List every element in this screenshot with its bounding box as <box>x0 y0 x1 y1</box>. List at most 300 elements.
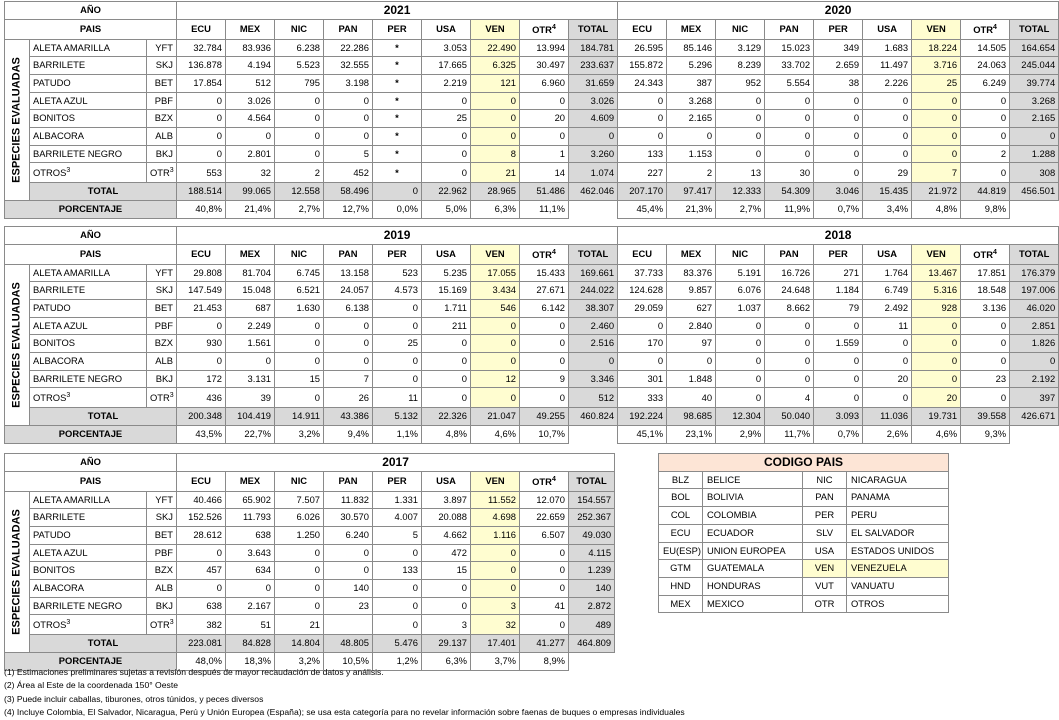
catch-value-cell: 0 <box>373 370 422 388</box>
species-name-text: ALETA AZUL <box>33 319 88 331</box>
country-header <box>716 19 765 39</box>
catch-value-cell: 0 <box>520 615 569 635</box>
catch-value-cell: 227 <box>618 163 667 183</box>
catch-value-cell: 6.325 <box>471 57 520 75</box>
catch-value-cell: 33.702 <box>765 57 814 75</box>
species-code <box>147 580 177 598</box>
catch-value-cell: 155.872 <box>618 57 667 75</box>
row-total-cell: 46.020 <box>1010 299 1059 317</box>
species-name-text: ALETA AZUL <box>33 546 88 558</box>
species-name-text: ALBACORA <box>33 582 85 594</box>
catch-value-cell: 3.643 <box>226 544 275 562</box>
catch-value-cell: 37.733 <box>618 264 667 282</box>
country-header <box>814 244 863 264</box>
catch-value-cell: 0 <box>373 544 422 562</box>
footnote-marker: 3 <box>66 167 71 175</box>
species-code <box>147 615 177 635</box>
catch-value-cell: 0 <box>177 110 226 128</box>
percent-value-cell: 21,3% <box>667 200 716 218</box>
species-name-text: PATUDO <box>33 301 71 313</box>
species-name <box>30 388 147 408</box>
catch-value-cell: 5.316 <box>912 282 961 300</box>
catch-value-cell: 0 <box>716 353 765 371</box>
country-header <box>471 244 520 264</box>
country-code-cell: ECU <box>659 524 703 542</box>
species-row <box>5 335 1059 353</box>
species-row <box>5 264 1059 282</box>
species-row <box>5 145 1059 163</box>
catch-value-cell: 0 <box>177 128 226 146</box>
catch-value-cell: 0 <box>912 370 961 388</box>
catch-value-cell: 0 <box>716 110 765 128</box>
species-code <box>147 526 177 544</box>
total-column-header: TOTAL <box>569 19 618 39</box>
catch-value-cell: 0 <box>912 128 961 146</box>
country-code: NIC <box>732 22 749 34</box>
catch-value-cell: 0 <box>961 388 1010 408</box>
total-row <box>5 635 615 653</box>
catch-value-cell: 3.434 <box>471 282 520 300</box>
species-name <box>30 491 147 509</box>
catch-value-cell: 6.138 <box>324 299 373 317</box>
country-header <box>520 471 569 491</box>
catch-value-cell: 22.286 <box>324 39 373 57</box>
catch-value-cell: 2.167 <box>226 597 275 615</box>
catch-value-cell: 83.936 <box>226 39 275 57</box>
catch-value-cell: 1.711 <box>422 299 471 317</box>
country-header <box>863 19 912 39</box>
year-heading: 2017 <box>177 454 615 472</box>
catch-value-cell <box>324 615 373 635</box>
catch-value-cell: 3.129 <box>716 39 765 57</box>
species-row <box>5 92 1059 110</box>
country-header <box>226 19 275 39</box>
catch-value-cell: 0 <box>471 92 520 110</box>
catch-value-cell: 51 <box>226 615 275 635</box>
total-value-cell: 51.486 <box>520 183 569 201</box>
country-code: PAN <box>779 247 799 259</box>
catch-value-cell: 17.055 <box>471 264 520 282</box>
country-name-cell: GUATEMALA <box>703 560 803 578</box>
row-total-cell: 1.074 <box>569 163 618 183</box>
catch-value-cell: 0 <box>275 335 324 353</box>
catch-value-cell: 7 <box>324 370 373 388</box>
species-code <box>147 39 177 57</box>
footnote-marker: 3 <box>66 392 71 400</box>
catch-value-cell: 38 <box>814 74 863 92</box>
country-header <box>373 19 422 39</box>
species-code-text: OTR <box>150 619 170 631</box>
row-total-cell: 252.367 <box>569 509 615 527</box>
catch-value-cell: 21.453 <box>177 299 226 317</box>
country-code-row <box>659 471 949 489</box>
catch-value-cell: 0 <box>765 145 814 163</box>
species-code <box>147 57 177 75</box>
species-row <box>5 74 1059 92</box>
species-name <box>30 110 147 128</box>
catch-value-cell: 30 <box>765 163 814 183</box>
total-row-label: TOTAL <box>30 635 177 653</box>
species-row <box>5 509 615 527</box>
country-code-cell: PAN <box>803 489 847 507</box>
catch-value-cell: 638 <box>226 526 275 544</box>
species-row <box>5 39 1059 57</box>
species-name-text: ALBACORA <box>33 130 85 142</box>
catch-value-cell: 0 <box>422 353 471 371</box>
country-code: MEX <box>680 22 702 34</box>
country-name-cell: UNION EUROPEA <box>703 542 803 560</box>
country-label: PAIS <box>5 19 177 39</box>
percent-value-cell: 4,6% <box>471 425 520 443</box>
species-name <box>30 282 147 300</box>
species-row <box>5 580 615 598</box>
catch-value-cell: 0 <box>520 388 569 408</box>
species-name-text: BARRILETE <box>33 511 86 523</box>
species-group-text: ESPECIES EVALUADAS <box>10 56 23 183</box>
catch-value-cell: * <box>373 92 422 110</box>
percent-value-cell: 10,5% <box>324 652 373 670</box>
catch-value-cell: 333 <box>618 388 667 408</box>
country-code-cell: BLZ <box>659 471 703 489</box>
row-total-cell: 140 <box>569 580 615 598</box>
species-name <box>30 163 147 183</box>
country-header <box>716 244 765 264</box>
catch-value-cell: 2 <box>961 145 1010 163</box>
catch-value-cell: * <box>373 39 422 57</box>
species-name-text: BARRILETE NEGRO <box>33 372 123 384</box>
species-code-text: SKJ <box>155 511 173 523</box>
total-value-cell: 50.040 <box>765 408 814 426</box>
species-code-text: BKJ <box>155 147 173 159</box>
row-total-cell: 3.346 <box>569 370 618 388</box>
country-name-cell: PERU <box>847 507 949 525</box>
catch-value-cell: 0 <box>471 128 520 146</box>
percent-gap-cell <box>569 425 618 443</box>
row-total-cell: 489 <box>569 615 615 635</box>
percent-gap-cell <box>1010 425 1059 443</box>
species-code-text: ALB <box>155 355 173 367</box>
catch-value-cell: 1.153 <box>667 145 716 163</box>
catch-value-cell: 0 <box>814 388 863 408</box>
catch-value-cell: 0 <box>618 353 667 371</box>
catch-value-cell: 133 <box>373 562 422 580</box>
catch-value-cell: 0 <box>324 335 373 353</box>
catch-value-cell: 0 <box>471 317 520 335</box>
country-code: PAN <box>338 22 358 34</box>
country-header <box>373 471 422 491</box>
catch-value-cell: 387 <box>667 74 716 92</box>
catch-value-cell: 0 <box>863 388 912 408</box>
country-code: USA <box>877 247 897 259</box>
species-code-text: ALB <box>155 582 173 594</box>
total-value-cell: 22.962 <box>422 183 471 201</box>
catch-value-cell: 2.801 <box>226 145 275 163</box>
country-code-row <box>659 489 949 507</box>
percent-row <box>5 425 1059 443</box>
catch-value-cell: 6.240 <box>324 526 373 544</box>
catch-value-cell: 0 <box>324 110 373 128</box>
total-value-cell: 41.277 <box>520 635 569 653</box>
catch-value-cell: 0 <box>422 335 471 353</box>
species-name-text: OTROS <box>33 167 67 179</box>
country-code-cell: OTR <box>803 595 847 613</box>
country-header-row <box>5 244 1059 264</box>
total-row <box>5 408 1059 426</box>
catch-value-cell: 211 <box>422 317 471 335</box>
catch-value-cell: 17.851 <box>961 264 1010 282</box>
catch-value-cell: 0 <box>226 580 275 598</box>
species-name-text: BARRILETE NEGRO <box>33 599 123 611</box>
catch-value-cell: 0 <box>275 544 324 562</box>
catch-value-cell: 20.088 <box>422 509 471 527</box>
percent-value-cell: 2,7% <box>275 200 324 218</box>
year-label: AÑO <box>5 454 177 472</box>
catch-value-cell: 634 <box>226 562 275 580</box>
row-total-cell: 169.661 <box>569 264 618 282</box>
species-name-text: OTROS <box>33 619 67 631</box>
catch-value-cell: 0 <box>912 145 961 163</box>
species-name <box>30 509 147 527</box>
species-name <box>30 370 147 388</box>
catch-value-cell: 6.238 <box>275 39 324 57</box>
catch-value-cell: 0 <box>422 163 471 183</box>
catch-value-cell: 3 <box>471 597 520 615</box>
species-name-text: PATUDO <box>33 76 71 88</box>
species-code <box>147 388 177 408</box>
catch-value-cell: 0 <box>863 92 912 110</box>
species-code-text: BKJ <box>155 599 173 611</box>
catch-value-cell: 0 <box>961 92 1010 110</box>
catch-value-cell: 23 <box>324 597 373 615</box>
catch-value-cell: 0 <box>471 335 520 353</box>
country-code-row <box>659 560 949 578</box>
catch-value-cell: 3.268 <box>667 92 716 110</box>
species-code <box>147 597 177 615</box>
total-value-cell: 11.036 <box>863 408 912 426</box>
catch-value-cell: 6.960 <box>520 74 569 92</box>
catch-value-cell: 4.194 <box>226 57 275 75</box>
percent-value-cell: 4,6% <box>912 425 961 443</box>
catch-value-cell: 13 <box>716 163 765 183</box>
species-row <box>5 491 615 509</box>
catch-value-cell: 0 <box>520 353 569 371</box>
row-total-cell: 4.609 <box>569 110 618 128</box>
catch-table-2021-2020 <box>4 1 1059 219</box>
catch-value-cell: 6.026 <box>275 509 324 527</box>
catch-value-cell: 7 <box>912 163 961 183</box>
footnote-marker: 3 <box>169 619 174 627</box>
species-code <box>147 370 177 388</box>
species-name-text: BARRILETE NEGRO <box>33 147 123 159</box>
species-code-text: YFT <box>155 493 173 505</box>
country-name-cell: NICARAGUA <box>847 471 949 489</box>
total-value-cell: 49.255 <box>520 408 569 426</box>
catch-value-cell: 11.497 <box>863 57 912 75</box>
catch-value-cell: 65.902 <box>226 491 275 509</box>
catch-value-cell: 4 <box>765 388 814 408</box>
catch-value-cell: 0 <box>275 92 324 110</box>
catch-value-cell: 32 <box>226 163 275 183</box>
species-code <box>147 299 177 317</box>
catch-value-cell: 140 <box>324 580 373 598</box>
country-code-cell: MEX <box>659 595 703 613</box>
species-code <box>147 509 177 527</box>
catch-value-cell: 8.239 <box>716 57 765 75</box>
country-header <box>422 244 471 264</box>
catch-value-cell: 2.219 <box>422 74 471 92</box>
country-code: USA <box>436 22 456 34</box>
species-name-text: ALETA AMARILLA <box>33 41 110 53</box>
row-total-cell: 397 <box>1010 388 1059 408</box>
percent-value-cell: 6,3% <box>422 652 471 670</box>
catch-value-cell: 22.659 <box>520 509 569 527</box>
catch-value-cell: 136.878 <box>177 57 226 75</box>
catch-value-cell: 0 <box>863 335 912 353</box>
country-code-cell: GTM <box>659 560 703 578</box>
catch-value-cell: 2.659 <box>814 57 863 75</box>
country-code-cell: HND <box>659 577 703 595</box>
country-code-row <box>659 524 949 542</box>
total-value-cell: 3.093 <box>814 408 863 426</box>
total-column-header: TOTAL <box>1010 244 1059 264</box>
country-header <box>667 244 716 264</box>
catch-value-cell: 24.343 <box>618 74 667 92</box>
catch-value-cell: 15.048 <box>226 282 275 300</box>
total-value-cell: 43.386 <box>324 408 373 426</box>
catch-value-cell: 25 <box>912 74 961 92</box>
species-row <box>5 353 1059 371</box>
total-value-cell: 464.809 <box>569 635 615 653</box>
catch-value-cell: 1.116 <box>471 526 520 544</box>
total-value-cell: 0 <box>373 183 422 201</box>
catch-value-cell: 0 <box>324 353 373 371</box>
catch-value-cell: 3.053 <box>422 39 471 57</box>
catch-value-cell: 0 <box>912 335 961 353</box>
total-row <box>5 183 1059 201</box>
catch-value-cell: 0 <box>520 580 569 598</box>
country-header <box>471 19 520 39</box>
species-row <box>5 282 1059 300</box>
catch-value-cell: * <box>373 74 422 92</box>
country-header <box>814 19 863 39</box>
catch-value-cell: 0 <box>716 92 765 110</box>
catch-value-cell: 553 <box>177 163 226 183</box>
species-name <box>30 335 147 353</box>
catch-value-cell: 512 <box>226 74 275 92</box>
species-code <box>147 264 177 282</box>
catch-value-cell: 15.433 <box>520 264 569 282</box>
species-group-text: ESPECIES EVALUADAS <box>10 508 23 635</box>
species-name-text: ALETA AMARILLA <box>33 493 110 505</box>
row-total-cell: 512 <box>569 388 618 408</box>
country-header <box>324 471 373 491</box>
catch-value-cell: 546 <box>471 299 520 317</box>
total-value-cell: 12.333 <box>716 183 765 201</box>
species-code <box>147 145 177 163</box>
catch-value-cell: 30.497 <box>520 57 569 75</box>
country-header-row <box>5 471 615 491</box>
catch-value-cell: 0 <box>422 388 471 408</box>
country-code: OTR <box>532 23 552 35</box>
catch-value-cell: 147.549 <box>177 282 226 300</box>
catch-value-cell: 0 <box>814 92 863 110</box>
percent-value-cell: 0,0% <box>373 200 422 218</box>
percent-value-cell: 3,7% <box>471 652 520 670</box>
total-value-cell: 426.671 <box>1010 408 1059 426</box>
percent-value-cell: 3,2% <box>275 652 324 670</box>
country-name-cell: MEXICO <box>703 595 803 613</box>
country-code: NIC <box>290 474 308 486</box>
catch-value-cell: 0 <box>373 299 422 317</box>
catch-value-cell: 2.249 <box>226 317 275 335</box>
species-code-text: ALB <box>155 130 173 142</box>
catch-value-cell: 22.490 <box>471 39 520 57</box>
species-row <box>5 597 615 615</box>
catch-value-cell: 0 <box>716 128 765 146</box>
catch-value-cell: 4.698 <box>471 509 520 527</box>
catch-value-cell: 18.224 <box>912 39 961 57</box>
catch-value-cell: 97 <box>667 335 716 353</box>
catch-value-cell: * <box>373 145 422 163</box>
species-name-text: ALETA AZUL <box>33 94 88 106</box>
total-value-cell: 19.731 <box>912 408 961 426</box>
total-value-cell: 44.819 <box>961 183 1010 201</box>
catch-value-cell: 0 <box>373 615 422 635</box>
catch-value-cell: 12.070 <box>520 491 569 509</box>
row-total-cell: 2.516 <box>569 335 618 353</box>
country-header-row <box>5 19 1059 39</box>
species-group-label <box>5 491 30 652</box>
row-total-cell: 39.774 <box>1010 74 1059 92</box>
catch-value-cell: 40 <box>667 388 716 408</box>
percent-value-cell: 0,7% <box>814 200 863 218</box>
species-code-text: BZX <box>154 337 173 349</box>
species-name <box>30 615 147 635</box>
footnotes <box>4 666 685 720</box>
species-code-text: BET <box>154 301 173 313</box>
country-header <box>324 19 373 39</box>
species-code <box>147 353 177 371</box>
catch-value-cell: 638 <box>177 597 226 615</box>
country-code-cell: EU(ESP) <box>659 542 703 560</box>
catch-value-cell: 0 <box>863 145 912 163</box>
species-code <box>147 110 177 128</box>
country-code-cell: COL <box>659 507 703 525</box>
country-code: MEX <box>239 22 261 34</box>
species-name <box>30 57 147 75</box>
percent-value-cell: 45,4% <box>618 200 667 218</box>
catch-value-cell: 4.564 <box>226 110 275 128</box>
catch-value-cell: 39 <box>226 388 275 408</box>
catch-table-body <box>5 2 1059 219</box>
species-code <box>147 92 177 110</box>
year-heading: 2019 <box>177 227 618 245</box>
catch-value-cell: 24.057 <box>324 282 373 300</box>
country-name-cell: PANAMA <box>847 489 949 507</box>
catch-value-cell: 0 <box>373 597 422 615</box>
total-value-cell: 200.348 <box>177 408 226 426</box>
catch-value-cell: 3.026 <box>226 92 275 110</box>
total-value-cell: 17.401 <box>471 635 520 653</box>
row-total-cell: 233.637 <box>569 57 618 75</box>
catch-value-cell: 0 <box>422 370 471 388</box>
year-heading: 2018 <box>618 227 1059 245</box>
year-heading: 2020 <box>618 2 1059 20</box>
row-total-cell: 244.022 <box>569 282 618 300</box>
row-total-cell: 2.192 <box>1010 370 1059 388</box>
country-code-row <box>659 542 949 560</box>
catch-value-cell: 523 <box>373 264 422 282</box>
